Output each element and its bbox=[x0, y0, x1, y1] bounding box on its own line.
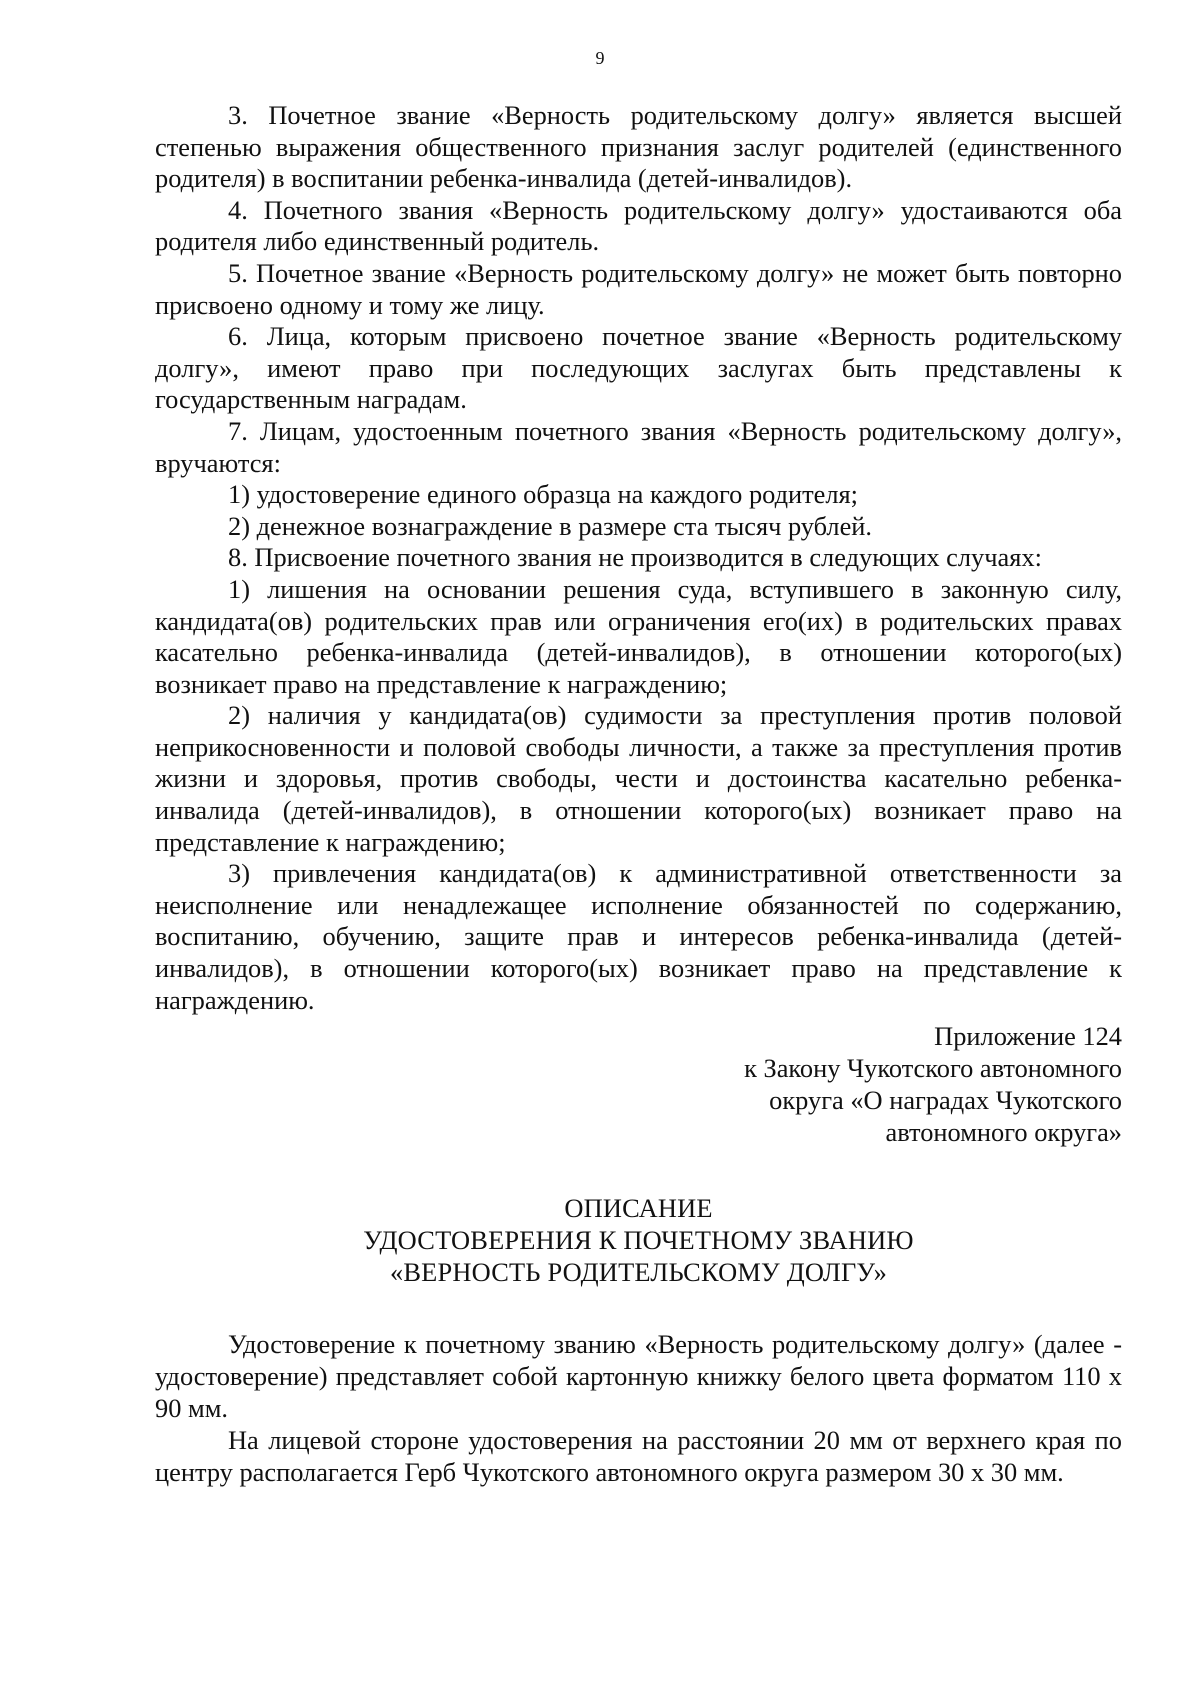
section-title bbox=[155, 1192, 1122, 1288]
paragraph-7-item-1: 1) удостоверение единого образца на каждого родителя; bbox=[228, 479, 859, 510]
paragraph-7-item-2: 2) денежное вознаграждение в размере ста тысяч рублей. bbox=[228, 510, 873, 541]
paragraph-8-item-2: 2) наличия у кандидата(ов) судимости за преступления против половой неприкосновенности и половой свободы личности, а также за преступления против жизни и здоровья, против свободы, чести и достоинства касательно ребенка-инвалида (детей-инвалидов), в отношении которого(ых) возникает право на представление к награждению; bbox=[155, 700, 1122, 857]
document-body bbox=[155, 100, 1122, 1488]
law-paragraphs bbox=[155, 100, 1122, 1016]
paragraph-3: 3. Почетное звание «Верность родительскому долгу» является высшей степенью выражения общественного признания заслуг родителей (единственного родителя) в воспитании ребенка-инвалида (детей-инвалидов). bbox=[155, 100, 1122, 194]
page-number: 9 bbox=[595, 48, 605, 68]
appendix-line: округа «О наградах Чукотского bbox=[769, 1085, 1122, 1116]
description-paragraph: На лицевой стороне удостоверения на расстоянии 20 мм от верхнего края по центру располагается Герб Чукотского автономного округа размером 30 х 30 мм. bbox=[155, 1425, 1122, 1488]
paragraph-4: 4. Почетного звания «Верность родительскому долгу» удостаиваются оба родителя либо единственный родитель. bbox=[155, 194, 1122, 257]
paragraph-8-item-1: 1) лишения на основании решения суда, вступившего в законную силу, кандидата(ов) родительских прав или ограничения его(их) в родительских правах касательно ребенка-инвалида (детей-инвалидов), в отношении которого(ых) возникает право на представление к награждению; bbox=[155, 573, 1122, 699]
description-paragraph: Удостоверение к почетному званию «Верность родительскому долгу» (далее - удостоверение) представляет собой картонную книжку белого цвета форматом 110 х 90 мм. bbox=[155, 1329, 1122, 1424]
paragraph-5: 5. Почетное звание «Верность родительскому долгу» не может быть повторно присвоено одному и тому же лицу. bbox=[155, 257, 1122, 320]
description-section bbox=[155, 1328, 1122, 1488]
appendix-line: Приложение 124 bbox=[934, 1021, 1122, 1052]
paragraph-7: 7. Лицам, удостоенным почетного звания «Верность родительскому долгу», вручаются: bbox=[155, 415, 1122, 478]
title-line: УДОСТОВЕРЕНИЯ К ПОЧЕТНОМУ ЗВАНИЮ bbox=[363, 1225, 914, 1256]
paragraph-6: 6. Лица, которым присвоено почетное звание «Верность родительскому долгу», имеют право при последующих заслугах быть представлены к государственным наградам. bbox=[155, 321, 1122, 415]
appendix-line: автономного округа» bbox=[885, 1117, 1122, 1148]
title-line: «ВЕРНОСТЬ РОДИТЕЛЬСКОМУ ДОЛГУ» bbox=[389, 1257, 888, 1288]
title-line: ОПИСАНИЕ bbox=[564, 1193, 713, 1224]
paragraph-8-item-3: 3) привлечения кандидата(ов) к административной ответственности за неисполнение или ненадлежащее исполнение обязанностей по содержанию, воспитанию, обучению, защите прав и интересов ребенка-инвалида (детей-инвалидов), в отношении которого(ых) возникает право на представление к награждению. bbox=[155, 858, 1122, 1015]
appendix-line: к Закону Чукотского автономного bbox=[744, 1053, 1122, 1084]
appendix-reference bbox=[155, 1020, 1122, 1148]
paragraph-8: 8. Присвоение почетного звания не производится в следующих случаях: bbox=[228, 542, 1042, 573]
